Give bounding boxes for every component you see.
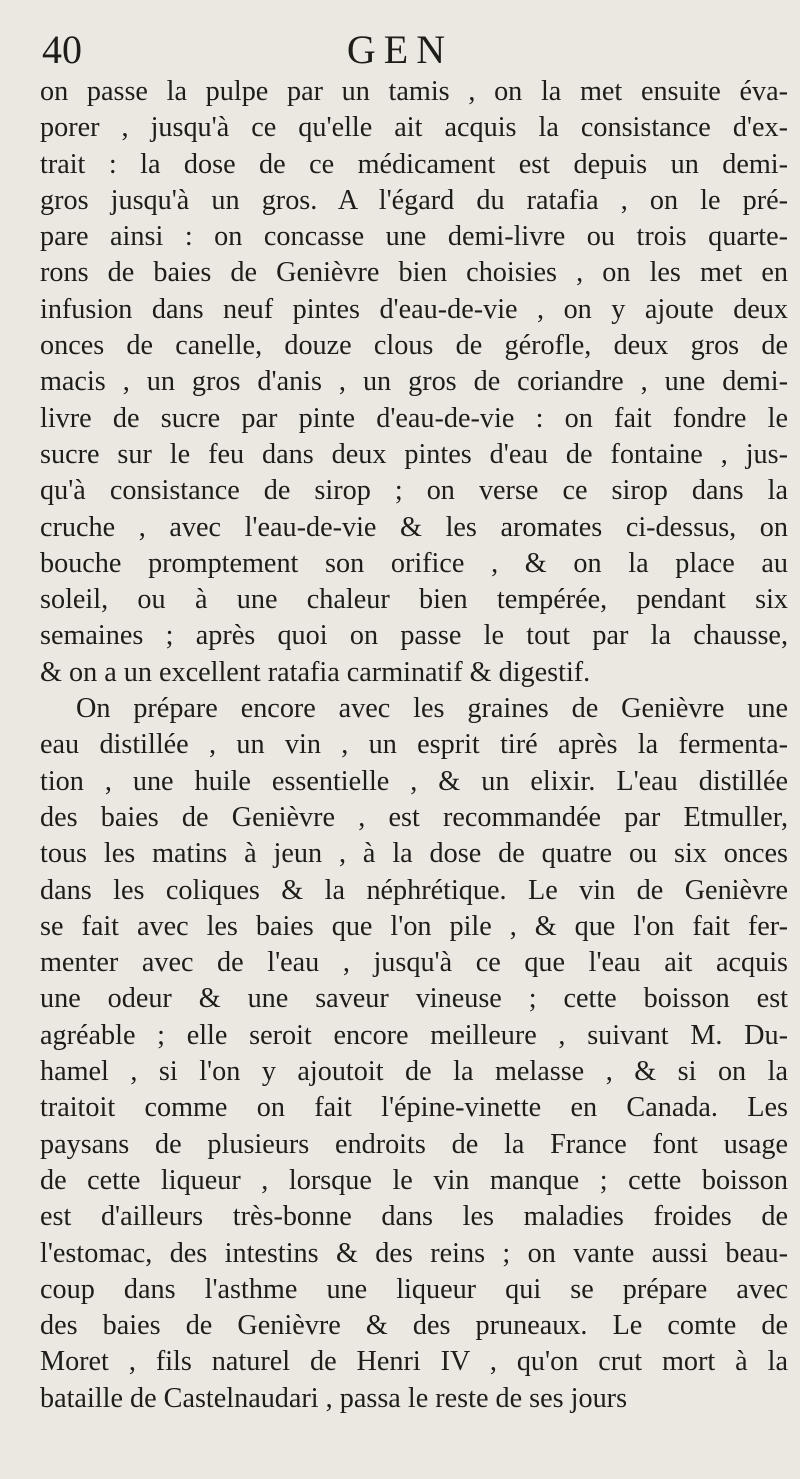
text-line: semaines ; après quoi on passe le tout par la chausse, — [40, 620, 788, 652]
text-line: soleil, ou à une chaleur bien tempérée, pendant six — [40, 584, 788, 616]
text-line: paysans de plusieurs endroits de la France font usage — [40, 1128, 788, 1160]
text-line: rons de baies de Genièvre bien choisies , on les met en — [40, 257, 788, 289]
text-line: l'estomac, des intestins & des reins ; on vante aussi beau- — [40, 1237, 788, 1269]
text-line: Moret , fils naturel de Henri IV , qu'on crut mort à la — [40, 1346, 788, 1378]
text-line: une odeur & une saveur vineuse ; cette boisson est — [40, 983, 788, 1015]
text-line: traitoit comme on fait l'épine-vinette en Canada. Les — [40, 1092, 788, 1124]
text-line: menter avec de l'eau , jusqu'à ce que l'eau ait acquis — [40, 947, 788, 979]
text-line: se fait avec les baies que l'on pile , & que l'on fait fer- — [40, 910, 788, 942]
text-line: des baies de Genièvre & des pruneaux. Le comte de — [40, 1310, 788, 1342]
text-line: dans les coliques & la néphrétique. Le vin de Genièvre — [40, 874, 788, 906]
text-line: trait : la dose de ce médicament est depuis un demi- — [40, 148, 788, 180]
text-line: cruche , avec l'eau-de-vie & les aromates ci-dessus, on — [40, 511, 788, 543]
running-head: GEN — [346, 27, 454, 72]
page-header — [0, 27, 800, 80]
text-line: bataille de Castelnaudari , passa le reste de ses jours — [40, 1382, 628, 1414]
paragraph — [40, 691, 788, 1417]
text-line: porer , jusqu'à ce qu'elle ait acquis la consistance d'ex- — [40, 112, 788, 144]
text-line: & on a un excellent ratafia carminatif & digestif. — [40, 656, 591, 688]
text-line: On prépare encore avec les graines de Genièvre une — [76, 693, 788, 725]
body-text — [40, 74, 788, 1417]
text-line: infusion dans neuf pintes d'eau-de-vie , on y ajoute deux — [40, 293, 788, 325]
text-line: est d'ailleurs très-bonne dans les maladies froides de — [40, 1201, 788, 1233]
text-line: des baies de Genièvre , est recommandée par Etmuller, — [40, 801, 788, 833]
text-line: sucre sur le feu dans deux pintes d'eau de fontaine , jus- — [40, 438, 788, 470]
text-line: tion , une huile essentielle , & un elixir. L'eau distillée — [40, 765, 788, 797]
text-line: pare ainsi : on concasse une demi-livre ou trois quarte- — [40, 221, 788, 253]
text-line: hamel , si l'on y ajoutoit de la melasse , & si on la — [40, 1056, 788, 1088]
text-line: de cette liqueur , lorsque le vin manque ; cette boisson — [40, 1164, 788, 1196]
page-number: 40 — [42, 27, 82, 72]
text-line: tous les matins à jeun , à la dose de quatre ou six onces — [40, 838, 788, 870]
text-line: onces de canelle, douze clous de gérofle, deux gros de — [40, 330, 788, 362]
text-line: eau distillée , un vin , un esprit tiré après la fermenta- — [40, 729, 788, 761]
text-line: agréable ; elle seroit encore meilleure , suivant M. Du- — [40, 1019, 788, 1051]
text-line: gros jusqu'à un gros. A l'égard du ratafia , on le pré- — [40, 184, 788, 216]
text-line: livre de sucre par pinte d'eau-de-vie : on fait fondre le — [40, 402, 788, 434]
text-line: macis , un gros d'anis , un gros de coriandre , une demi- — [40, 366, 788, 398]
text-line: bouche promptement son orifice , & on la place au — [40, 547, 788, 579]
text-line: on passe la pulpe par un tamis , on la met ensuite éva- — [40, 76, 788, 107]
text-line: qu'à consistance de sirop ; on verse ce sirop dans la — [40, 475, 788, 507]
paragraph — [40, 74, 788, 691]
text-line: coup dans l'asthme une liqueur qui se prépare avec — [40, 1273, 788, 1305]
